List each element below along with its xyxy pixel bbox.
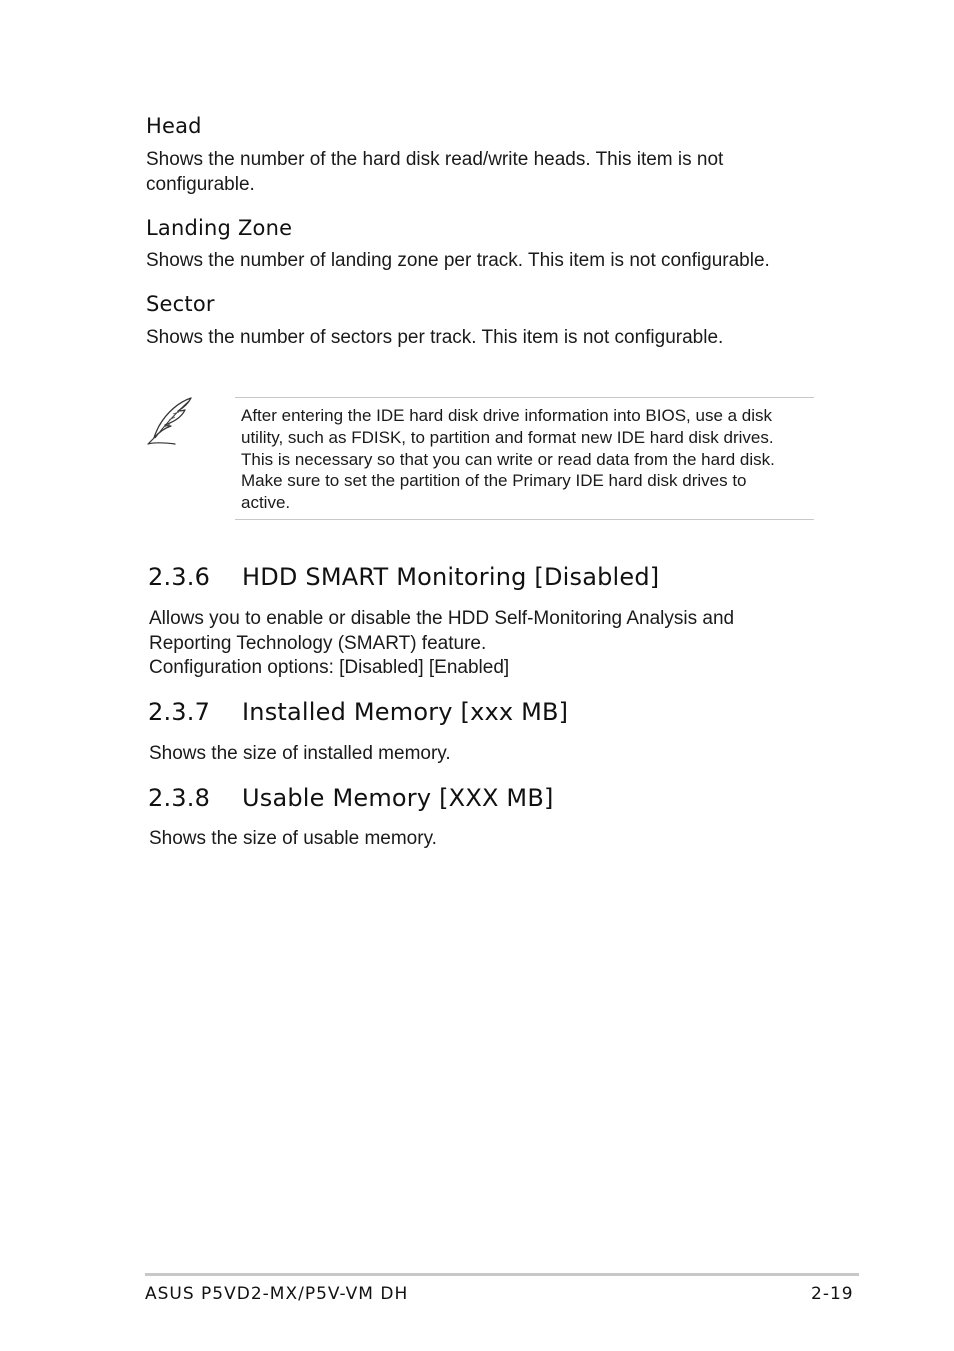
quill-pen-icon: [145, 396, 197, 448]
hdd-smart-options: Configuration options: [Disabled] [Enabled]: [149, 657, 510, 678]
note-line: utility, such as FDISK, to partition and format new IDE hard disk drives.: [241, 427, 774, 447]
note-line: After entering the IDE hard disk drive information into BIOS, use a disk: [241, 406, 773, 425]
head-description: [146, 148, 723, 197]
section-heading-installed-memory: [148, 698, 568, 726]
hdd-smart-line: Allows you to enable or disable the HDD Self-Monitoring Analysis and: [149, 608, 735, 629]
heading-head: Head: [146, 114, 202, 138]
section-title: Usable Memory [XXX MB]: [242, 784, 554, 812]
landing-zone-description: Shows the number of landing zone per track. This item is not configurable.: [146, 250, 770, 271]
head-description-line: Shows the number of the hard disk read/write heads. This item is not: [146, 149, 724, 170]
footer-divider: [145, 1273, 859, 1276]
note-line: Make sure to set the partition of the Primary IDE hard disk drives to: [241, 471, 747, 491]
section-heading-hdd-smart: [148, 563, 659, 591]
note-box: [235, 397, 814, 520]
hdd-smart-description: [149, 607, 734, 681]
note-line: This is necessary so that you can write or read data from the hard disk.: [241, 449, 775, 469]
heading-sector: Sector: [146, 292, 215, 316]
heading-landing-zone: Landing Zone: [146, 216, 293, 240]
head-description-line: configurable.: [146, 173, 255, 195]
section-title: HDD SMART Monitoring [Disabled]: [242, 563, 660, 591]
footer-page-number: 2-19: [811, 1284, 854, 1304]
installed-memory-description: Shows the size of installed memory.: [149, 743, 451, 764]
note-text: [241, 405, 811, 514]
section-number: 2.3.7: [148, 698, 211, 726]
section-title: Installed Memory [xxx MB]: [242, 698, 569, 726]
sector-description: Shows the number of sectors per track. This item is not configurable.: [146, 327, 724, 348]
hdd-smart-line: Reporting Technology (SMART) feature.: [149, 632, 487, 654]
section-number: 2.3.6: [148, 563, 211, 591]
section-number: 2.3.8: [148, 784, 211, 812]
note-line: active.: [241, 493, 291, 513]
usable-memory-description: Shows the size of usable memory.: [149, 828, 437, 849]
footer-product-name: ASUS P5VD2-MX/P5V-VM DH: [145, 1284, 409, 1304]
section-heading-usable-memory: [148, 784, 554, 812]
